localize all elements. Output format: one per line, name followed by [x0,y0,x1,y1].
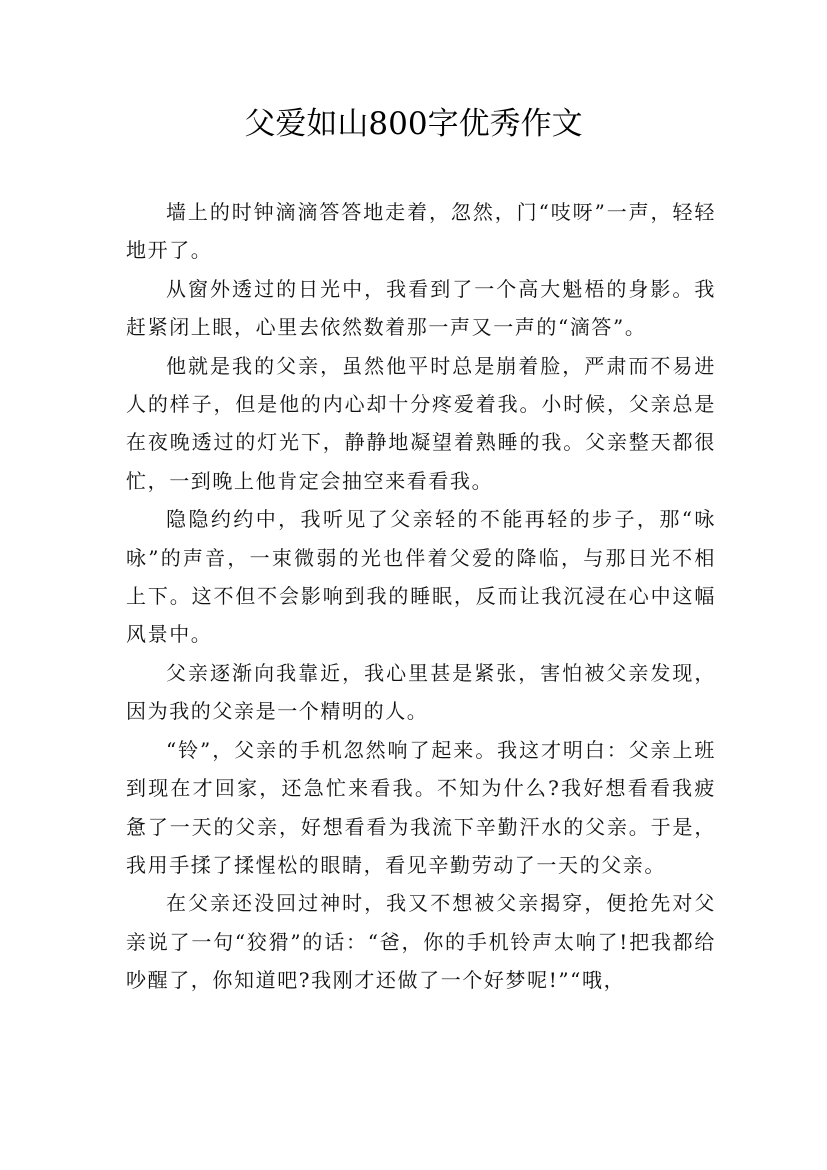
paragraph-5: 父亲逐渐向我靠近，我心里甚是紧张，害怕被父亲发现，因为我的父亲是一个精明的人。 [126,660,716,724]
paragraph-6: “铃”，父亲的手机忽然响了起来。我这才明白：父亲上班到现在才回家，还急忙来看我。不知为什么?我好想看看我疲惫了一天的父亲，好想看看为我流下辛勤汗水的父亲。于是，我用手揉了揉惺松的眼睛，看见辛勤劳动了一天的父亲。 [126,737,716,877]
paragraph-7: 在父亲还没回过神时，我又不想被父亲揭穿，便抢先对父亲说了一句“狡猾”的话：“爸，你的手机铃声太响了!把我都给吵醒了，你知道吧?我刚才还做了一个好梦呢!”“哦， [126,891,716,993]
paragraph-4: 隐隐约约中，我听见了父亲轻的不能再轻的步子，那“咏咏”的声音，一束微弱的光也伴着父爱的降临，与那日光不相上下。这不但不会影响到我的睡眠，反而让我沉浸在心中这幅风景中。 [126,507,716,647]
paragraph-2: 从窗外透过的日光中，我看到了一个高大魁梧的身影。我赶紧闭上眼，心里去依然数着那一声又一声的“滴答”。 [126,276,716,340]
paragraph-1: 墙上的时钟滴滴答答地走着，忽然，门“吱呀”一声，轻轻地开了。 [126,200,716,263]
page-title: 父爱如山800字优秀作文 [244,106,583,142]
essay-body [126,193,716,1000]
paragraph-3: 他就是我的父亲，虽然他平时总是崩着脸，严肃而不易进人的样子，但是他的内心却十分疼爱着我。小时候，父亲总是在夜晚透过的灯光下，静静地凝望着熟睡的我。父亲整天都很忙，一到晚上他肯定会抽空来看看我。 [126,353,716,493]
